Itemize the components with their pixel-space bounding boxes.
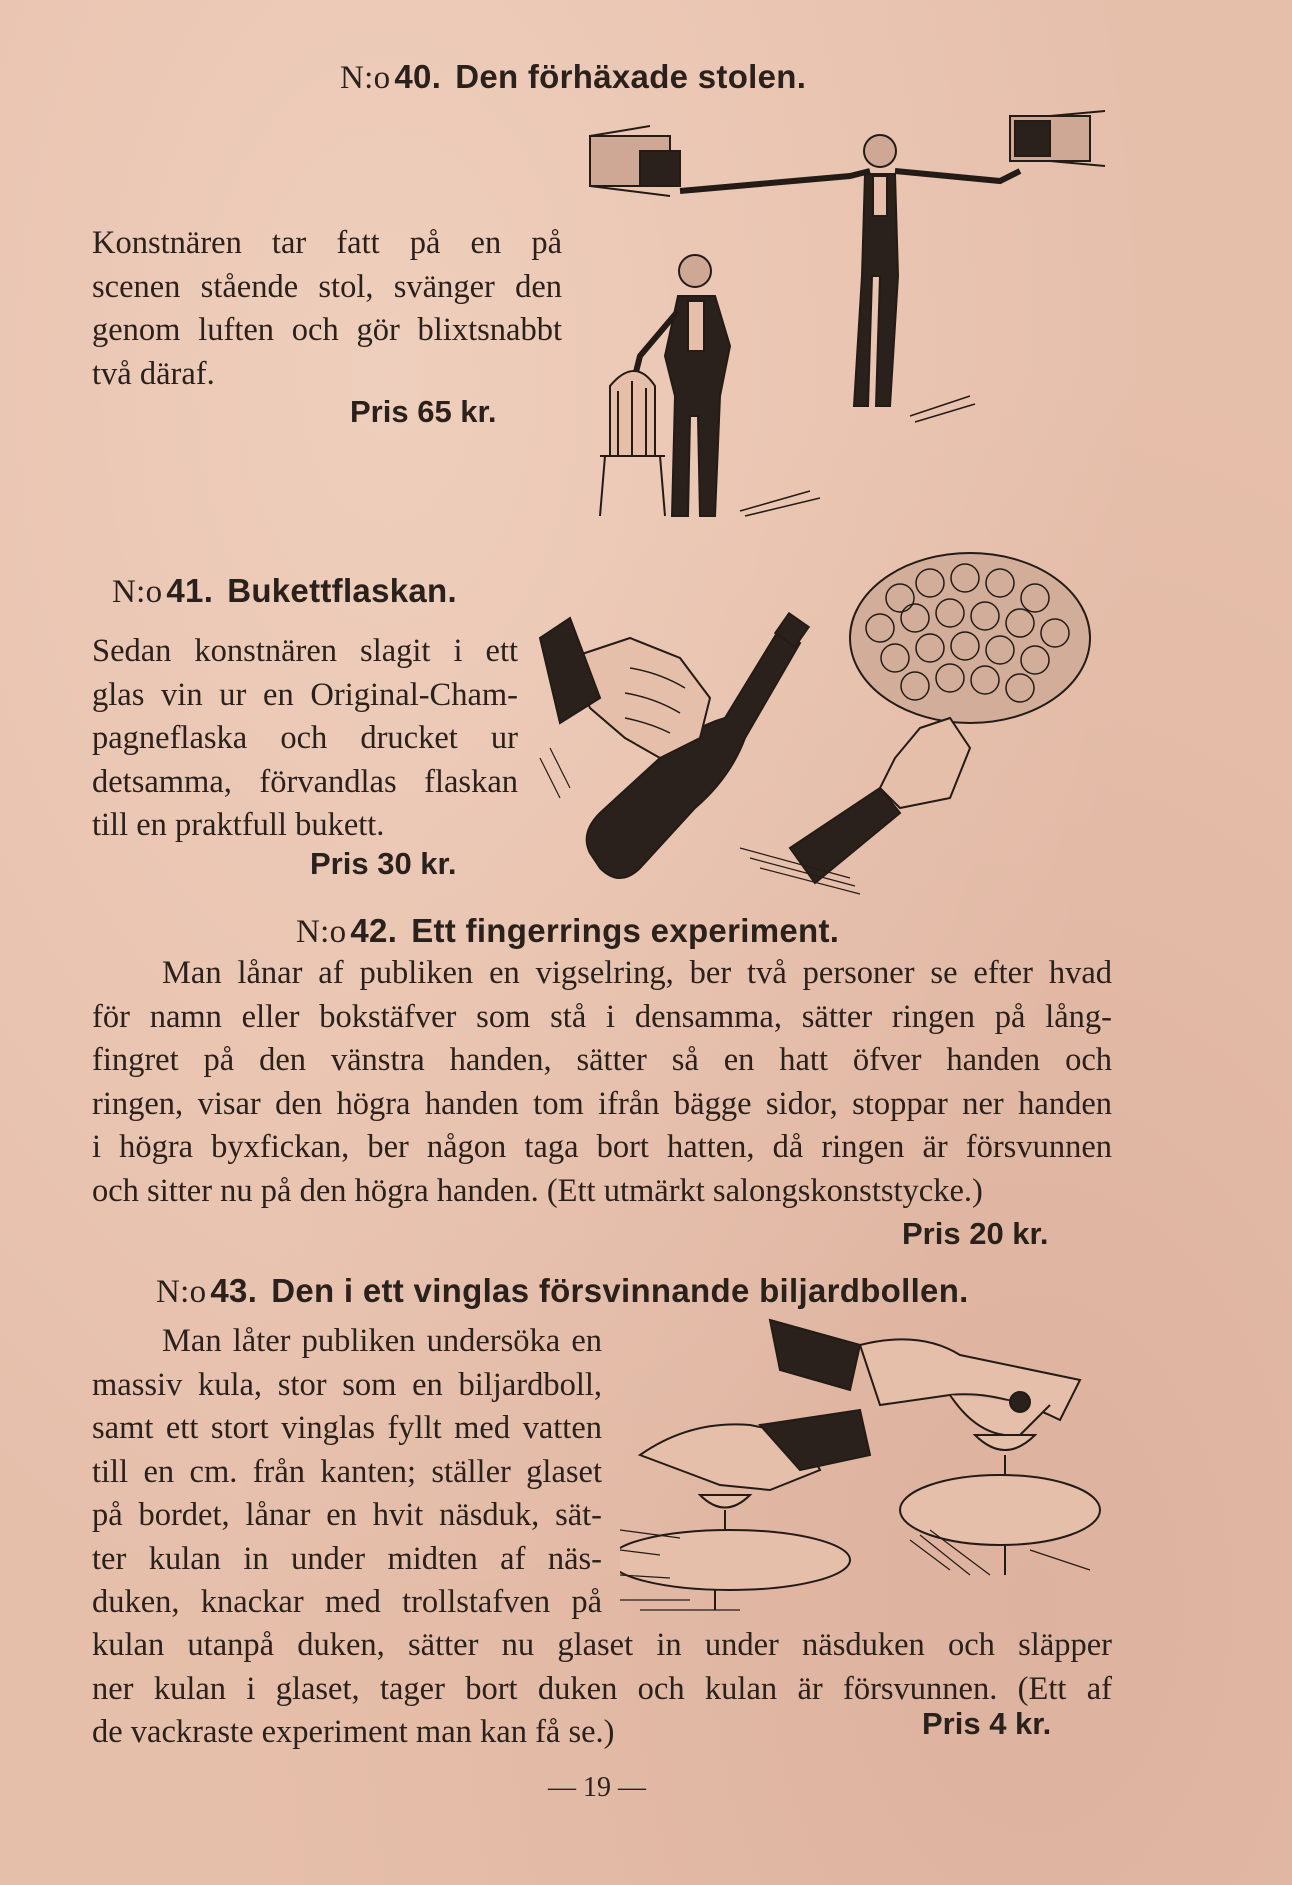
item-40-price: Pris 65 kr. xyxy=(350,394,497,429)
item-title: Den förhäxade stolen. xyxy=(455,58,807,95)
billiard-ball-glass-illustration xyxy=(620,1310,1110,1620)
item-number: 40. xyxy=(394,58,442,95)
description-line: ner kulan i glaset, tager bort duken och kulan är försvunnen. (Ett af xyxy=(92,1670,1112,1707)
item-41-heading xyxy=(112,572,457,611)
description-line: Man låter publiken undersöka en xyxy=(162,1323,602,1359)
bottle-bouquet-illustration xyxy=(530,548,1100,908)
description-line: duken, knackar med trollstafven på xyxy=(92,1584,602,1620)
item-40-heading xyxy=(340,58,806,97)
item-40-description xyxy=(92,222,562,396)
magician-chair-illustration xyxy=(580,96,1110,536)
description-line: på bordet, lånar en hvit näsduk, sät- xyxy=(92,1497,602,1533)
item-number-prefix: N:o xyxy=(112,574,163,610)
item-number-prefix: N:o xyxy=(340,60,391,96)
description-line: två däraf. xyxy=(92,355,215,392)
description-line: till en cm. från kanten; ställer glaset xyxy=(92,1453,602,1490)
item-number: 41. xyxy=(166,572,214,609)
description-line: pagneflaska och drucket ur xyxy=(92,720,518,756)
item-41-description xyxy=(92,630,518,848)
item-42-heading xyxy=(296,912,839,951)
item-43-heading xyxy=(156,1272,969,1311)
item-42-price: Pris 20 kr. xyxy=(902,1216,1049,1251)
description-line: till en praktfull bukett. xyxy=(92,807,385,843)
description-line: samt ett stort vinglas fyllt med vatten xyxy=(92,1410,602,1446)
item-number: 42. xyxy=(350,912,398,949)
description-line: fingret på den vänstra handen, sätter så en hatt öfver handen och xyxy=(92,1042,1112,1078)
item-number-prefix: N:o xyxy=(296,914,347,950)
description-line: de vackraste experiment man kan få se.) xyxy=(92,1714,615,1750)
description-line: ringen, visar den högra handen tom ifrån bägge sidor, stoppar ner handen xyxy=(92,1085,1112,1122)
item-number-prefix: N:o xyxy=(156,1274,207,1310)
description-line: kulan utanpå duken, sätter nu glaset in under näsduken och släpper xyxy=(92,1627,1112,1663)
description-line: detsamma, förvandlas flaskan xyxy=(92,763,518,800)
description-line: glas vin ur en Original-Cham- xyxy=(92,676,518,713)
item-number: 43. xyxy=(210,1272,258,1309)
item-title: Ett fingerrings experiment. xyxy=(411,912,840,949)
description-line: massiv kula, stor som en biljardboll, xyxy=(92,1366,602,1403)
description-line: ter kulan in under midten af näs- xyxy=(92,1540,602,1577)
description-line: i högra byxfickan, ber någon taga bort hatten, då ringen är försvunnen xyxy=(92,1129,1112,1165)
item-title: Bukettflaskan. xyxy=(227,572,457,609)
description-line: Man lånar af publiken en vigselring, ber två personer se efter hvad xyxy=(162,955,1112,991)
item-41-price: Pris 30 kr. xyxy=(310,846,457,881)
description-line: för namn eller bokstäfver som stå i densamma, sätter ringen på lång- xyxy=(92,998,1112,1035)
page-number: — 19 — xyxy=(548,1772,646,1803)
description-line: och sitter nu på den högra handen. (Ett utmärkt salongskonststycke.) xyxy=(92,1172,983,1209)
description-line: scenen stående stol, svänger den xyxy=(92,268,562,305)
description-line: Sedan konstnären slagit i ett xyxy=(92,633,518,669)
description-line: genom luften och gör blixtsnabbt xyxy=(92,312,562,348)
description-line: Konstnären tar fatt på en på xyxy=(92,225,562,261)
item-title: Den i ett vinglas försvinnande biljardbollen. xyxy=(271,1272,969,1309)
item-43-description-top xyxy=(92,1320,602,1625)
item-43-price: Pris 4 kr. xyxy=(922,1706,1052,1741)
item-42-description xyxy=(92,952,1112,1213)
